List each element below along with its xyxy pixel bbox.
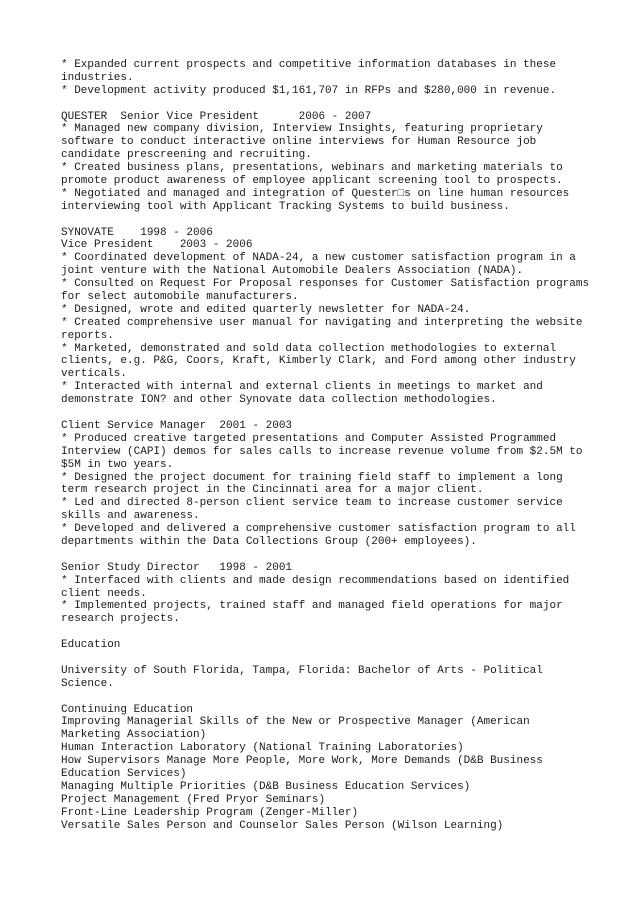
text-line: * Interfaced with clients and made design recommendations based on identified [61, 574, 570, 587]
text-block [61, 59, 621, 98]
text-line: * Implemented projects, trained staff and managed field operations for major [61, 600, 563, 613]
text-line: Senior Study Director 1998 - 2001 [61, 561, 293, 574]
text-line: * Interacted with internal and external clients in meetings to market and [61, 381, 543, 394]
text-block [61, 704, 621, 833]
text-line: * Created business plans, presentations, webinars and marketing materials to [61, 162, 563, 175]
text-block [61, 227, 621, 407]
text-line: Improving Managerial Skills of the New or Prospective Manager (American [61, 716, 530, 729]
text-line: * Led and directed 8-person client service team to increase customer service [61, 497, 563, 510]
text-line: reports. [61, 329, 114, 342]
paragraph-gap [61, 214, 621, 227]
text-line: joint venture with the National Automobile Dealers Association (NADA). [61, 265, 524, 278]
paragraph-gap [61, 407, 621, 420]
text-line: Human Interaction Laboratory (National Training Laboratories) [61, 742, 464, 755]
paragraph-gap [61, 626, 621, 639]
resume-text [61, 59, 621, 832]
paragraph-gap [61, 691, 621, 704]
text-line: Managing Multiple Priorities (D&B Business Education Services) [61, 780, 471, 793]
text-block [61, 639, 621, 652]
text-block [61, 420, 621, 549]
text-line: How Supervisors Manage More People, More Work, More Demands (D&B Business [61, 755, 543, 768]
text-line: * Managed new company division, Interview Insights, featuring proprietary [61, 123, 543, 136]
text-line: promote product awareness of employee applicant screening tool to prospects. [61, 175, 563, 188]
text-line: * Negotiated and managed and integration of Quester□s on line human resources [61, 187, 570, 200]
text-line: Marketing Association) [61, 729, 207, 742]
paragraph-gap [61, 652, 621, 665]
text-line: Versatile Sales Person and Counselor Sales Person (Wilson Learning) [61, 819, 504, 832]
text-line: $5M in two years. [61, 458, 174, 471]
text-line: Continuing Education [61, 703, 194, 716]
text-line: verticals. [61, 368, 128, 381]
text-line: University of South Florida, Tampa, Florida: Bachelor of Arts - Political [61, 664, 543, 677]
text-line: Education [61, 639, 121, 652]
text-line: research projects. [61, 613, 180, 626]
text-line: * Coordinated development of NADA-24, a new customer satisfaction program in a [61, 252, 576, 265]
text-line: Education Services) [61, 767, 187, 780]
text-line: * Designed, wrote and edited quarterly newsletter for NADA-24. [61, 303, 471, 316]
paragraph-gap [61, 98, 621, 111]
text-line: software to conduct interactive online interviews for Human Resource job [61, 136, 537, 149]
text-block [61, 562, 621, 626]
text-line: Client Service Manager 2001 - 2003 [61, 419, 293, 432]
text-line: Interview (CAPI) demos for sales calls to increase revenue volume from $2.5M to [61, 445, 583, 458]
text-line: interviewing tool with Applicant Tracking Systems to build business. [61, 200, 510, 213]
text-line: term research project in the Cincinnati area for a major client. [61, 484, 484, 497]
text-line: * Development activity produced $1,161,707 in RFPs and $280,000 in revenue. [61, 84, 557, 97]
text-line: * Expanded current prospects and competitive information databases in these [61, 59, 557, 71]
text-line: demonstrate ION? and other Synovate data collection methodologies. [61, 394, 497, 407]
text-line: skills and awareness. [61, 510, 200, 523]
text-line: * Designed the project document for training field staff to implement a long [61, 471, 563, 484]
text-line: * Consulted on Request For Proposal responses for Customer Satisfaction programs [61, 278, 590, 291]
text-line: Front-Line Leadership Program (Zenger-Miller) [61, 806, 359, 819]
text-line: industries. [61, 71, 134, 84]
text-line: Vice President 2003 - 2006 [61, 239, 253, 252]
text-line: departments within the Data Collections Group (200+ employees). [61, 535, 477, 548]
paragraph-gap [61, 549, 621, 562]
text-line: Science. [61, 677, 114, 690]
text-line: clients, e.g. P&G, Coors, Kraft, Kimberly Clark, and Ford among other industry [61, 355, 576, 368]
text-line: SYNOVATE 1998 - 2006 [61, 226, 213, 239]
text-line: candidate prescreening and recruiting. [61, 149, 312, 162]
text-line: * Produced creative targeted presentations and Computer Assisted Programmed [61, 432, 557, 445]
text-block [61, 665, 621, 691]
text-line: QUESTER Senior Vice President 2006 - 2007 [61, 110, 372, 123]
text-line: client needs. [61, 587, 147, 600]
text-line: Project Management (Fred Pryor Seminars) [61, 793, 326, 806]
text-line: * Created comprehensive user manual for navigating and interpreting the website [61, 316, 583, 329]
text-line: for select automobile manufacturers. [61, 291, 299, 304]
text-line: * Marketed, demonstrated and sold data collection methodologies to external [61, 342, 557, 355]
text-line: * Developed and delivered a comprehensive customer satisfaction program to all [61, 523, 576, 536]
text-block [61, 111, 621, 214]
